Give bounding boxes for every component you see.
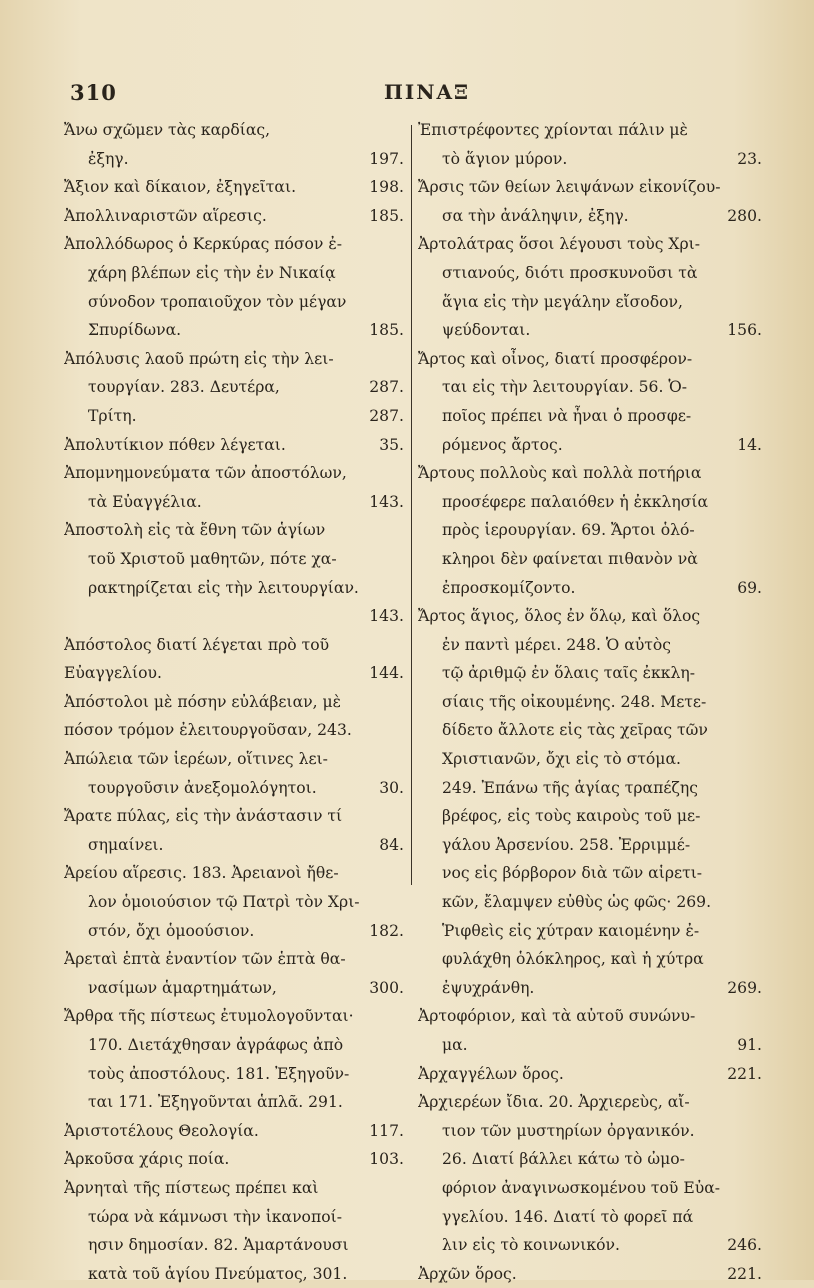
- page-reference: 221.: [727, 1064, 762, 1083]
- index-line-text: ἅγια εἰς τὴν μεγάλην εἴσοδον,: [442, 292, 683, 311]
- page-reference: 198.: [369, 178, 404, 197]
- right-column: [418, 116, 768, 1288]
- index-line: [418, 602, 768, 631]
- index-line-text: Ἀρκοῦσα χάρις ποία.: [64, 1150, 230, 1169]
- index-line-text: τῷ ἀριθμῷ ἐν ὅλαις ταῖς ἐκκλη-: [442, 664, 696, 683]
- index-line-text: Ἄρατε πύλας, εἰς τὴν ἀνάστασιν τί: [64, 807, 343, 826]
- index-line-text: Ἀπώλεια τῶν ἱερέων, οἵτινες λει-: [64, 750, 328, 769]
- index-line: [64, 1260, 408, 1288]
- column-divider: [411, 125, 412, 885]
- index-line: [418, 345, 768, 374]
- left-column: [64, 116, 408, 1288]
- page-reference: 182.: [369, 921, 404, 940]
- index-line: [64, 888, 408, 917]
- index-line: [64, 688, 408, 717]
- index-line: [418, 659, 768, 688]
- index-line-text: Ἄξιον καὶ δίκαιον, ἐξηγεῖται.: [64, 178, 297, 197]
- index-line: [418, 1260, 768, 1288]
- index-line: [418, 1117, 768, 1146]
- page-reference: 144.: [369, 664, 404, 683]
- index-line-text: σίαις τῆς οἰκουμένης. 248. Μετε-: [442, 692, 707, 711]
- index-line: [418, 431, 768, 460]
- index-line: [418, 802, 768, 831]
- page-reference: 197.: [369, 149, 404, 168]
- index-line-text: Ἐπιστρέφοντες χρίονται πάλιν μὲ: [418, 121, 688, 139]
- index-line-text: Σπυρίδωνα.: [88, 321, 182, 340]
- index-line-text: σημαίνει.: [88, 835, 164, 854]
- page-reference: 35.: [379, 435, 404, 454]
- index-line-text: Ἀπομνημονεύματα τῶν ἀποστόλων,: [64, 464, 347, 483]
- index-line-text: φυλάχθη ὁλόκληρος, καὶ ἡ χύτρα: [442, 950, 704, 969]
- page-number: 310: [70, 80, 117, 105]
- index-line-text: τουργίαν. 283. Δευτέρα,: [88, 378, 280, 397]
- index-line-text: Ἀρνηταὶ τῆς πίστεως πρέπει καὶ: [64, 1178, 319, 1197]
- page-reference: 246.: [727, 1236, 762, 1255]
- page-reference: 287.: [369, 406, 404, 425]
- page-reference: 91.: [737, 1036, 762, 1054]
- index-line-text: ται εἰς τὴν λειτουργίαν. 56. Ὁ-: [442, 378, 688, 397]
- index-line: [64, 288, 408, 317]
- index-line: [418, 1002, 768, 1031]
- index-line-text: 26. Διατί βάλλει κάτω τὸ ὠμο-: [442, 1150, 685, 1169]
- index-line-text: ψεύδονται.: [442, 321, 531, 340]
- index-line-text: ρόμενος ἄρτος.: [442, 435, 563, 454]
- index-line: [418, 716, 768, 745]
- index-line: [64, 545, 408, 574]
- index-line-text: κῶν, ἔλαμψεν εὐθὺς ὡς φῶς· 269.: [442, 893, 712, 912]
- index-line-text: τώρα νὰ κάμνωσι τὴν ἱκανοποί-: [88, 1207, 342, 1226]
- index-line-text: Ἀρχιερέων ἴδια. 20. Ἀρχιερεὺς, αἴ-: [418, 1093, 690, 1112]
- index-line: [64, 259, 408, 288]
- page-reference: 30.: [379, 778, 404, 797]
- index-line-text: ἐξηγ.: [88, 149, 129, 168]
- page-reference: 84.: [379, 835, 404, 854]
- index-line-text: Ῥιφθεὶς εἰς χύτραν καιομένην ἐ-: [442, 921, 700, 940]
- index-line-text: τιον τῶν μυστηρίων ὀργανικόν.: [442, 1121, 695, 1140]
- index-line: [418, 173, 768, 202]
- index-line: [418, 1060, 768, 1089]
- index-line: [64, 173, 408, 202]
- index-line: [64, 631, 408, 660]
- index-line: [64, 488, 408, 517]
- index-line: [64, 1088, 408, 1117]
- index-line: [64, 116, 408, 145]
- index-line-text: Ἀπολλιναριστῶν αἵρεσις.: [64, 206, 267, 225]
- page-reference: 69.: [737, 578, 762, 597]
- index-line: [418, 688, 768, 717]
- index-line-text: στιανούς, διότι προσκυνοῦσι τὰ: [442, 263, 698, 282]
- page-reference: 23.: [737, 149, 762, 168]
- index-line: [64, 230, 408, 259]
- index-line-text: χάρη βλέπων εἰς τὴν ἐν Νικαίᾳ: [88, 263, 336, 282]
- index-line-text: μα.: [442, 1036, 468, 1054]
- index-line: [418, 574, 768, 603]
- index-line: [64, 402, 408, 431]
- index-line-text: Ἀποστολὴ εἰς τὰ ἔθνη τῶν ἁγίων: [64, 521, 326, 540]
- index-line-text: τοῦ Χριστοῦ μαθητῶν, πότε χα-: [88, 549, 337, 568]
- index-line: [418, 1088, 768, 1117]
- index-line-text: λιν εἰς τὸ κοινωνικόν.: [442, 1236, 620, 1255]
- page-header: [0, 80, 814, 114]
- index-line-text: Τρίτη.: [88, 406, 137, 425]
- index-line-text: γγελίου. 146. Διατί τὸ φορεῖ πά: [442, 1207, 694, 1226]
- index-line-text: ἐν παντὶ μέρει. 248. Ὁ αὐτὸς: [442, 635, 672, 654]
- index-line-text: βρέφος, εἰς τοὺς καιροὺς τοῦ με-: [442, 807, 701, 826]
- page-reference: 143.: [369, 492, 404, 511]
- index-line-text: κληροι δὲν φαίνεται πιθανὸν νὰ: [442, 549, 698, 568]
- index-line: [418, 831, 768, 860]
- index-line-text: Ἀπολλόδωρος ὁ Κερκύρας πόσον ἐ-: [64, 235, 342, 254]
- page-reference: 156.: [727, 321, 762, 340]
- index-line: [418, 1174, 768, 1203]
- page-reference: 14.: [737, 435, 762, 454]
- index-line: [64, 459, 408, 488]
- index-line-text: κατὰ τοῦ ἁγίου Πνεύματος, 301.: [88, 1264, 348, 1283]
- index-line: [418, 373, 768, 402]
- index-line: [418, 888, 768, 917]
- index-line-text: Ἀρτολάτρας ὅσοι λέγουσι τοὺς Χρι-: [418, 235, 701, 254]
- index-line-text: Ἀπόλυσις λαοῦ πρώτη εἰς τὴν λει-: [64, 349, 334, 368]
- index-line: [64, 602, 408, 631]
- index-line: [418, 145, 768, 174]
- index-line-text: Ἄρσις τῶν θείων λειψάνων εἰκονίζου-: [418, 178, 721, 197]
- index-line: [64, 831, 408, 860]
- index-line: [64, 1002, 408, 1031]
- index-line-text: νασίμων ἁμαρτημάτων,: [88, 978, 277, 997]
- index-line-text: Ἄνω σχῶμεν τὰς καρδίας,: [64, 121, 271, 139]
- index-line: [64, 859, 408, 888]
- index-line: [64, 373, 408, 402]
- index-line-text: νος εἰς βόρβορον διὰ τῶν αἱρετι-: [442, 864, 703, 883]
- index-line: [418, 945, 768, 974]
- index-line-text: τοὺς ἀποστόλους. 181. Ἐξηγοῦν-: [88, 1064, 350, 1083]
- index-line-text: στόν, ὄχι ὁμοούσιον.: [88, 921, 255, 940]
- index-line: [418, 774, 768, 803]
- index-line-text: δίδετο ἄλλοτε εἰς τὰς χεῖρας τῶν: [442, 721, 708, 740]
- index-line: [418, 402, 768, 431]
- index-line: [64, 1117, 408, 1146]
- index-line: [418, 1203, 768, 1232]
- index-line: [418, 116, 768, 145]
- page-reference: 185.: [369, 321, 404, 340]
- index-line-text: Ἀρχῶν ὅρος.: [418, 1264, 517, 1283]
- index-line: [64, 1145, 408, 1174]
- index-line-text: τὰ Εὐαγγέλια.: [88, 492, 202, 511]
- index-line: [64, 659, 408, 688]
- index-line-text: ησιν δημοσίαν. 82. Ἁμαρτάνουσι: [88, 1236, 349, 1255]
- index-line: [418, 1231, 768, 1260]
- index-line-text: 170. Διετάχθησαν ἀγράφως ἀπὸ: [88, 1036, 344, 1054]
- index-line-text: Ἀπόστολος διατί λέγεται πρὸ τοῦ: [64, 635, 330, 654]
- index-line: [418, 1031, 768, 1060]
- index-line: [418, 259, 768, 288]
- index-line: [64, 1231, 408, 1260]
- index-line: [64, 774, 408, 803]
- running-title: ΠΙΝΑΞ: [384, 80, 471, 104]
- page-reference: 221.: [727, 1264, 762, 1283]
- index-line: [418, 917, 768, 946]
- page-reference: 143.: [369, 607, 404, 626]
- index-line: [64, 716, 408, 745]
- page-reference: 269.: [727, 978, 762, 997]
- index-line: [418, 745, 768, 774]
- index-line: [64, 202, 408, 231]
- index-line: [418, 459, 768, 488]
- index-line-text: φόριον ἀναγινωσκομένου τοῦ Εὐα-: [442, 1178, 720, 1197]
- index-line: [64, 1174, 408, 1203]
- index-line-text: ἐψυχράνθη.: [442, 978, 535, 997]
- index-line-text: ἐπροσκομίζοντο.: [442, 578, 576, 597]
- page-reference: 117.: [369, 1121, 404, 1140]
- index-line-text: τουργοῦσιν ἀνεξομολόγητοι.: [88, 778, 317, 797]
- index-line-text: τὸ ἅγιον μύρον.: [442, 149, 568, 168]
- index-line-text: λον ὁμοιούσιον τῷ Πατρὶ τὸν Χρι-: [88, 893, 360, 912]
- index-line: [418, 488, 768, 517]
- index-line-text: Ἀρτοφόριον, καὶ τὰ αὐτοῦ συνώνυ-: [418, 1007, 696, 1026]
- page-reference: 287.: [369, 378, 404, 397]
- index-line-text: ποῖος πρέπει νὰ ἦναι ὁ προσφε-: [442, 406, 692, 425]
- index-line-text: Ἀρχαγγέλων ὅρος.: [418, 1064, 564, 1083]
- index-line: [64, 1060, 408, 1089]
- index-line-text: πρὸς ἱερουργίαν. 69. Ἄρτοι ὁλό-: [442, 521, 695, 540]
- index-line-text: Ἄρθρα τῆς πίστεως ἐτυμολογοῦνται·: [64, 1007, 354, 1026]
- index-line: [64, 145, 408, 174]
- index-line-text: σύνοδον τροπαιοῦχον τὸν μέγαν: [88, 292, 347, 311]
- index-line: [64, 802, 408, 831]
- index-line: [64, 974, 408, 1003]
- index-line: [418, 859, 768, 888]
- page-reference: 103.: [369, 1150, 404, 1169]
- index-line: [64, 917, 408, 946]
- index-line-text: σα τὴν ἀνάληψιν, ἐξηγ.: [442, 206, 629, 225]
- index-line: [418, 202, 768, 231]
- index-line-text: Ἄρτους πολλοὺς καὶ πολλὰ ποτήρια: [418, 464, 702, 483]
- index-line: [64, 345, 408, 374]
- index-line: [64, 745, 408, 774]
- index-line-text: γάλου Ἀρσενίου. 258. Ἐρριμμέ-: [442, 835, 691, 854]
- index-line-text: Ἄρτος ἅγιος, ὅλος ἐν ὅλῳ, καὶ ὅλος: [418, 607, 701, 626]
- index-line-text: 249. Ἐπάνω τῆς ἁγίας τραπέζης: [442, 778, 698, 797]
- index-line-text: Ἀρεταὶ ἑπτὰ ἐναντίον τῶν ἑπτὰ θα-: [64, 950, 346, 969]
- index-line-text: πόσον τρόμον ἐλειτουργοῦσαν, 243.: [64, 721, 352, 740]
- index-line-text: ρακτηρίζεται εἰς τὴν λειτουργίαν.: [88, 578, 359, 597]
- index-line-text: προσέφερε παλαιόθεν ἡ ἐκκλησία: [442, 492, 708, 511]
- index-line-text: Ἄρτος καὶ οἶνος, διατί προσφέρον-: [418, 349, 693, 368]
- index-line: [418, 1145, 768, 1174]
- index-line: [64, 1203, 408, 1232]
- index-line-text: Ἀπόστολοι μὲ πόσην εὐλάβειαν, μὲ: [64, 692, 342, 711]
- index-line: [64, 431, 408, 460]
- page-reference: 185.: [369, 206, 404, 225]
- page-reference: 280.: [727, 206, 762, 225]
- index-line: [418, 316, 768, 345]
- index-line: [418, 230, 768, 259]
- index-line: [64, 945, 408, 974]
- index-line: [64, 516, 408, 545]
- index-line-text: Ἀρείου αἵρεσις. 183. Ἀρειανοὶ ἤθε-: [64, 864, 339, 883]
- index-line: [418, 631, 768, 660]
- index-line: [64, 316, 408, 345]
- index-line: [418, 516, 768, 545]
- index-line: [418, 288, 768, 317]
- index-line-text: Ἀριστοτέλους Θεολογία.: [64, 1121, 259, 1140]
- page-reference: 300.: [369, 978, 404, 997]
- index-line-text: Εὐαγγελίου.: [64, 664, 162, 683]
- index-line: [64, 1031, 408, 1060]
- index-line: [418, 545, 768, 574]
- index-line: [64, 574, 408, 603]
- index-line: [418, 974, 768, 1003]
- index-line-text: Ἀπολυτίκιον πόθεν λέγεται.: [64, 435, 286, 454]
- index-line-text: Χριστιανῶν, ὄχι εἰς τὸ στόμα.: [442, 750, 681, 769]
- index-line-text: ται 171. Ἐξηγοῦνται ἁπλᾶ. 291.: [88, 1093, 343, 1112]
